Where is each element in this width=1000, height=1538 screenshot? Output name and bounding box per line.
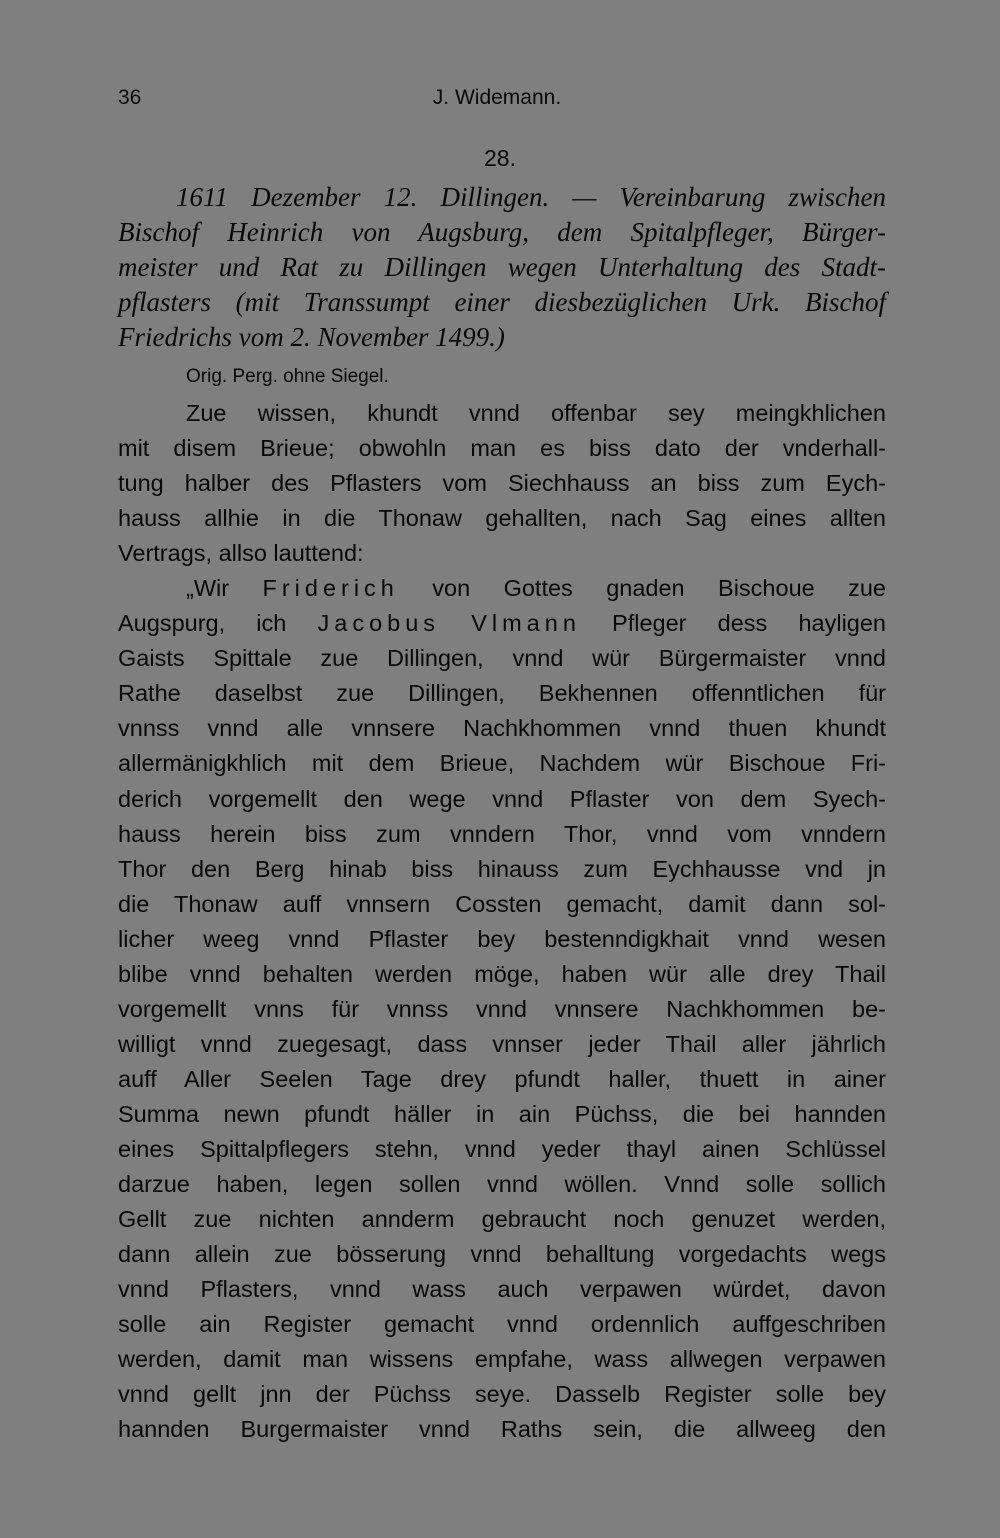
- text-line: auff Aller Seelen Tage drey pfundt haller, thuett in ainer: [118, 1065, 886, 1092]
- text-line: willigt vnnd zuegesagt, dass vnnser jeder Thail aller jährlich: [118, 1030, 886, 1057]
- regest-line: 1611 Dezember 12. Dillingen. — Vereinbarung zwischen: [176, 182, 886, 212]
- text-line: dann allein zue bösserung vnnd behalltung vorgedachts wegs: [118, 1241, 886, 1268]
- text-line: tung halber des Pflasters vom Siechhauss an biss zum Eych-: [118, 470, 886, 497]
- text-line: die Thonaw auff vnnsern Cossten gemacht, damit dann sol-: [118, 890, 886, 917]
- text-line: vnnss vnnd alle vnnsere Nachkhommen vnnd thuen khundt: [118, 715, 886, 742]
- text-line: mit disem Brieue; obwohln man es biss dato der vnderhall-: [118, 435, 886, 462]
- text-line: eines Spittalpflegers stehn, vnnd yeder thayl ainen Schlüssel: [118, 1135, 886, 1162]
- text-line: solle ain Register gemacht vnnd ordennlich auffgeschriben: [118, 1311, 886, 1338]
- text-line: Rathe daselbst zue Dillingen, Bekhennen offenntlichen für: [118, 680, 886, 707]
- regest-line: pflasters (mit Transsumpt einer diesbezüglichen Urk. Bischof: [118, 287, 886, 318]
- text-line: Gaists Spittale zue Dillingen, vnnd wür Bürgermaister vnnd: [118, 645, 886, 672]
- text-line: darzue haben, legen sollen vnnd wöllen. Vnnd solle sollich: [118, 1171, 886, 1198]
- spaced-name: Vlmann: [471, 610, 581, 637]
- spaced-name: Jacobus: [317, 610, 441, 637]
- running-head: [118, 86, 886, 116]
- document-number: 28.: [484, 145, 516, 171]
- spaced-name: Friderich: [262, 575, 399, 602]
- text-line: werden, damit man wissens empfahe, wass allwegen verpawen: [118, 1346, 886, 1373]
- text-line: vnnd gellt jnn der Püchss seye. Dasselb Register solle bey: [118, 1381, 886, 1408]
- text-line: Vertrags, allso lauttend:: [118, 540, 364, 567]
- text-line: derich vorgemellt den wege vnnd Pflaster von dem Syech-: [118, 785, 886, 812]
- document-text: [118, 396, 886, 1447]
- text-line: hauss herein biss zum vnndern Thor, vnnd vom vnndern: [118, 820, 886, 847]
- text-line: hannden Burgermaister vnnd Raths sein, die allweeg den: [118, 1416, 886, 1443]
- text-line: vorgemellt vnns für vnnss vnnd vnnsere Nachkhommen be-: [118, 995, 886, 1022]
- regest: [118, 180, 886, 355]
- text-line: allermänigkhlich mit dem Brieue, Nachdem wür Bischoue Fri-: [118, 750, 886, 777]
- page-number: 36: [118, 86, 142, 109]
- text-line: vnnd Pflasters, vnnd wass auch verpawen würdet, davon: [118, 1276, 886, 1303]
- regest-line: Bischof Heinrich von Augsburg, dem Spitalpfleger, Bürger-: [118, 217, 886, 248]
- text-line: Summa newn pfundt häller in ain Püchss, die bei hannden: [118, 1100, 886, 1127]
- text-line: „Wir Friderich von Gottes gnaden Bischoue zue: [186, 575, 886, 602]
- text-line: hauss allhie in die Thonaw gehallten, nach Sag eines allten: [118, 505, 886, 532]
- text-line: Gellt zue nichten annderm gebraucht noch genuzet werden,: [118, 1206, 886, 1233]
- text-line: licher weeg vnnd Pflaster bey bestenndigkhait vnnd wesen: [118, 925, 886, 952]
- text-line: blibe vnnd behalten werden möge, haben wür alle drey Thail: [118, 960, 886, 987]
- text-line: Augspurg, ich Jacobus Vlmann Pfleger dess hayligen: [118, 610, 887, 637]
- source-note: Orig. Perg. ohne Siegel.: [186, 366, 389, 387]
- text-line: Zue wissen, khundt vnnd offenbar sey meingkhlichen: [186, 400, 886, 426]
- regest-line: Friedrichs vom 2. November 1499.): [118, 322, 505, 353]
- text-line: Thor den Berg hinab biss hinauss zum Eychhausse vnd jn: [118, 855, 886, 882]
- regest-line: meister und Rat zu Dillingen wegen Unterhaltung des Stadt-: [118, 252, 886, 283]
- running-title: J. Widemann.: [432, 86, 562, 109]
